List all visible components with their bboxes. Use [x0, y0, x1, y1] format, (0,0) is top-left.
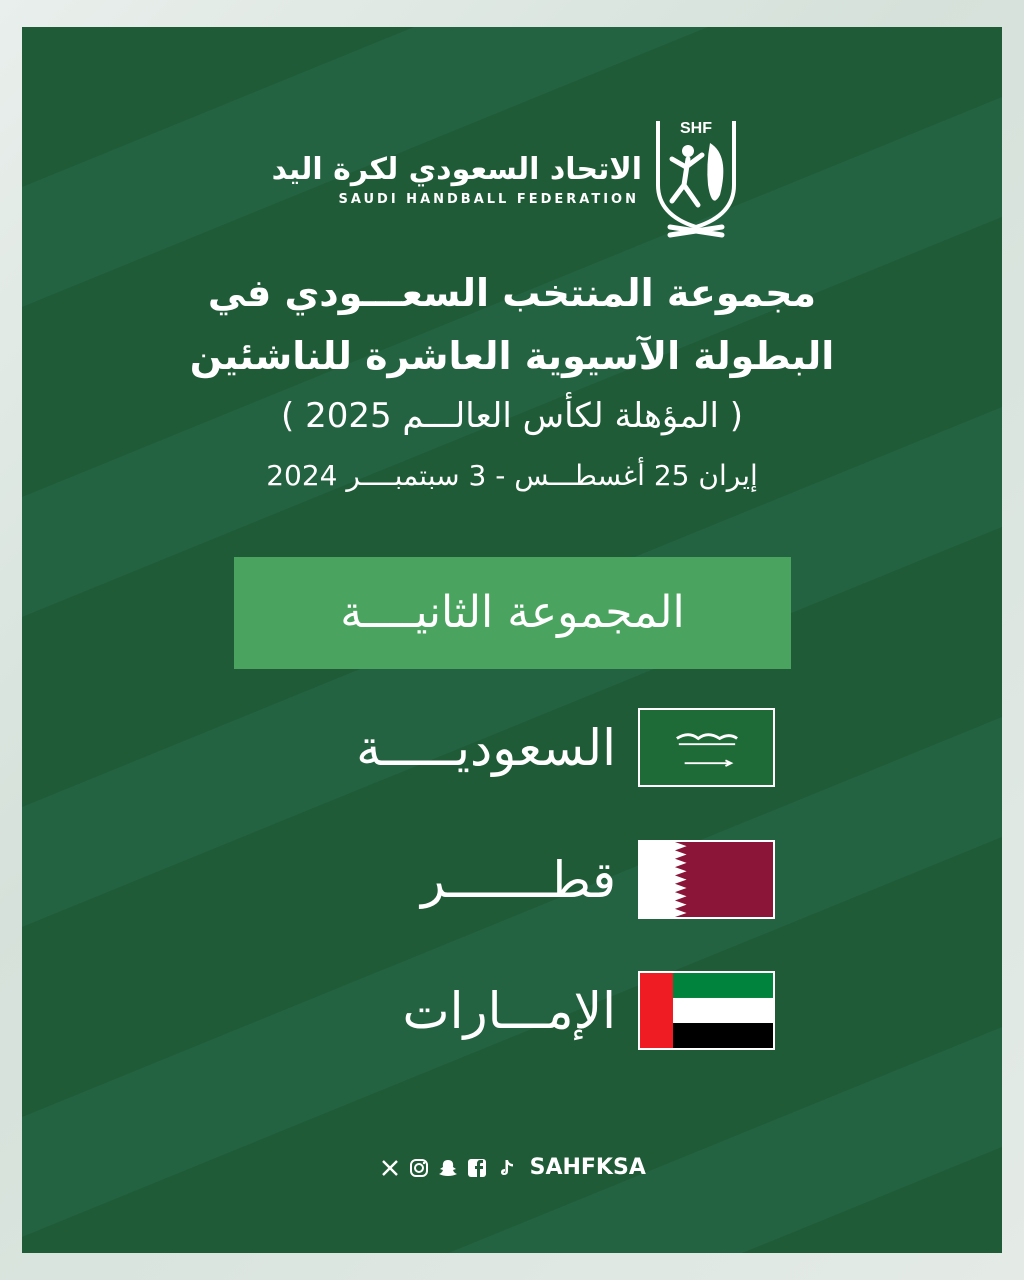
team-row-uae: [22, 971, 1002, 1051]
headline-line-3: ( المؤهلة لكأس العالـــم 2025 ): [281, 396, 743, 436]
emblem-text: SHF: [680, 120, 712, 137]
team-row-saudi: [22, 708, 1002, 788]
social-footer: [22, 1155, 1002, 1187]
facebook-icon[interactable]: [467, 1158, 487, 1178]
uae-flag-icon: [638, 971, 775, 1050]
instagram-icon[interactable]: [409, 1158, 429, 1178]
federation-name-english: SAUDI HANDBALL FEDERATION: [338, 192, 639, 207]
team-name-saudi: السعوديـــــة: [356, 719, 616, 777]
event-dates: إيران 25 أغسطـــس - 3 سبتمبــــر 2024: [266, 459, 758, 492]
team-name-uae: الإمـــارات: [402, 982, 616, 1040]
team-row-qatar: [22, 840, 1002, 920]
tiktok-icon[interactable]: [497, 1158, 517, 1178]
federation-name-arabic: الاتحاد السعودي لكرة اليد: [271, 152, 642, 187]
poster-card: [22, 27, 1002, 1253]
federation-logo: [271, 115, 742, 245]
qatar-flag-icon: [638, 840, 775, 919]
social-handle[interactable]: SAHFKSA: [529, 1155, 646, 1180]
headline-line-1: مجموعة المنتخب السعـــودي في: [207, 271, 817, 315]
handball-emblem-icon: [650, 115, 742, 245]
snapchat-icon[interactable]: [438, 1158, 458, 1178]
group-label: المجموعة الثانيــــة: [234, 557, 791, 669]
x-icon[interactable]: [380, 1158, 400, 1178]
saudi-arabia-flag-icon: [638, 708, 775, 787]
headline-line-2: البطولة الآسيوية العاشرة للناشئين: [189, 334, 835, 378]
team-name-qatar: قطـــــــر: [420, 851, 616, 909]
